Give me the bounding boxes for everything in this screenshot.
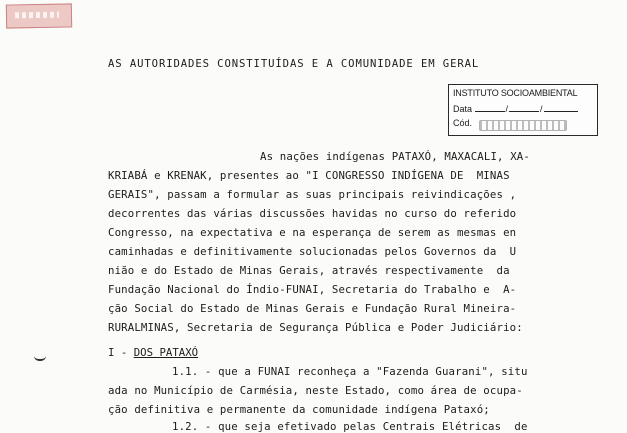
date-separator: /	[505, 104, 509, 114]
date-day-blank	[475, 103, 505, 112]
section-heading	[108, 346, 198, 359]
document-heading: AS AUTORIDADES CONSTITUÍDAS E A COMUNIDADE EM GERAL	[108, 58, 480, 70]
section-title: DOS PATAXÓ	[133, 346, 199, 359]
item-line: 1.1. - que a FUNAI reconheça a "Fazenda Guarani", situ	[172, 365, 528, 378]
margin-mark	[34, 356, 46, 361]
item-line: 1.2. - que seja efetivado pelas Centrais Elétricas de	[172, 420, 528, 433]
paragraph-line: GERAIS", passam a formular as suas principais reivindicações ,	[108, 188, 517, 201]
date-year-blank	[544, 103, 578, 112]
paragraph-line: nião e do Estado de Minas Gerais, através respectivamente da	[108, 264, 510, 277]
stamp-code-handwriting	[479, 120, 567, 131]
paragraph-line: KRIABÁ e KRENAK, presentes ao "I CONGRESSO INDÍGENA DE MINAS	[108, 169, 510, 182]
paragraph-line: Fundação Nacional do Índio-FUNAI, Secretaria do Trabalho e A-	[108, 283, 517, 296]
section-number: I -	[108, 346, 128, 359]
stamp-date-label: Data	[453, 104, 473, 114]
paragraph-line: caminhadas e definitivamente solucionadas pelos Governos da U	[108, 245, 517, 258]
paragraph-line: decorrentes das várias discussões havidas no curso do referido	[108, 207, 517, 220]
date-month-blank	[509, 103, 539, 112]
stamp-title: INSTITUTO SOCIOAMBIENTAL	[453, 88, 578, 98]
stamp-code-row	[453, 118, 472, 128]
paragraph-line: RURALMINAS, Secretaria de Segurança Pública e Poder Judiciário:	[108, 321, 523, 334]
item-line: ada no Município de Carmésia, neste Estado, como área de ocupa-	[108, 384, 523, 397]
corner-stamp-mark	[6, 3, 72, 28]
stamp-code-label: Cód.	[453, 118, 473, 128]
paragraph-line: As nações indígenas PATAXÓ, MAXACALI, XA-	[260, 150, 530, 163]
institute-stamp	[448, 84, 598, 136]
paragraph-line: ção Social do Estado de Minas Gerais e Fundação Rural Mineira-	[108, 302, 517, 315]
paragraph-line: Congresso, na expectativa e na esperança de serem as mesmas en	[108, 226, 517, 239]
date-separator: /	[540, 104, 543, 114]
item-line: ção definitiva e permanente da comunidade indígena Pataxó;	[108, 403, 490, 416]
stamp-date-row	[453, 103, 578, 114]
